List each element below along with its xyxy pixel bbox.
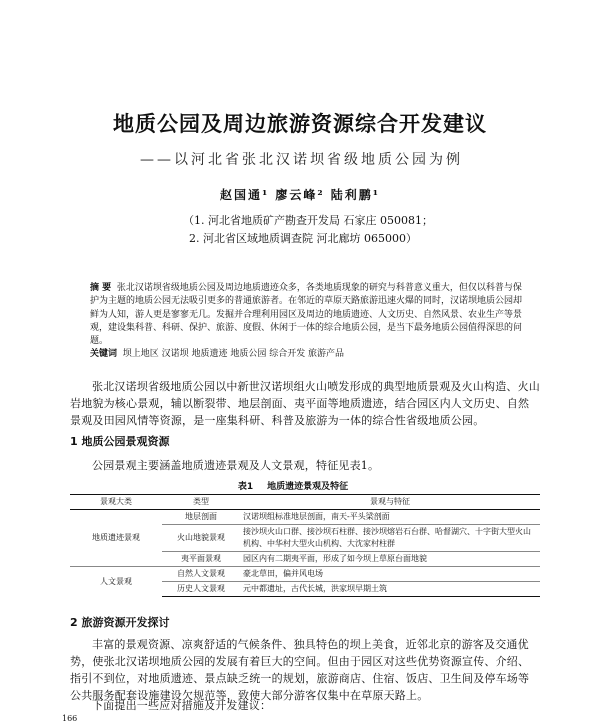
intro-text: 张北汉诺坝省级地质公园以中新世汉诺坝组火山喷发形成的典型地质景观及火山构造、火山岩地貌为核心景观，辅以断裂带、地层剖面、夷平面等地质遗迹，结合园区内人文历史、自然景观及田园风情等资源，是一座集科研、科普及旅游为一体的综合性省级地质公园。 xyxy=(70,380,540,427)
table-cell-type: 地层剖面 xyxy=(162,510,240,525)
table-row xyxy=(70,567,540,582)
affiliation-2: 2. 河北省区域地质调查院 河北廊坊 065000） xyxy=(189,232,417,245)
table-cell-type: 火山地貌景观 xyxy=(162,525,240,552)
section-2-heading: 2 旅游资源开发探讨 xyxy=(70,616,170,629)
table-cell-type: 夷平面景观 xyxy=(162,552,240,567)
table-title: 地质遗迹景观及特征 xyxy=(267,482,349,492)
affiliations xyxy=(183,212,433,248)
section-2-next-line: 下面提出一些应对措施及开发建议： xyxy=(92,699,272,712)
table-header: 景观大类 xyxy=(70,495,162,510)
table-row xyxy=(70,510,540,525)
table-cell-feature: 接沙坝火山口群、接沙坝石柱群、接沙坝熔岩石台群、哈督湖穴、十字街大型火山机构、中华村大型火山机构、大沈家村柱群 xyxy=(240,525,540,552)
keywords-text: 坝上地区 汉诺坝 地质遗迹 地质公园 综合开发 旅游产品 xyxy=(122,349,345,360)
abstract-block xyxy=(90,282,522,362)
table-cell-feature: 元中都遗址，古代长城，洪家坝早期土筑 xyxy=(240,582,540,597)
section-2-text: 丰富的景观资源、凉爽舒适的气候条件、独具特色的坝上美食，近邻北京的游客及交通优势，使张北汉诺坝地质公园的发展有着巨大的空间。但由于园区对这些优势资源宣传、介绍、指引不到位，对地质遗迹、景点缺乏统一的规划，旅游商店、住宿、饭店、卫生间及停车场等公共服务配套设施建设欠规范等，致使大部分游客仅集中在草原天路上。 xyxy=(70,638,530,702)
table-cell-feature: 汉诺坝组标准地层剖面，南天-平头梁剖面 xyxy=(240,510,540,525)
page-number: 166 xyxy=(62,714,78,723)
table-header-row xyxy=(70,495,540,510)
table-caption xyxy=(0,479,600,492)
landscape-table xyxy=(70,494,540,597)
table-cell-feature: 豪北草田，偏并风电场 xyxy=(240,567,540,582)
abstract-paragraph xyxy=(90,282,522,348)
section-2-paragraph xyxy=(70,636,540,704)
section-1-paragraph: 公园景观主要涵盖地质遗迹景观及人文景观，特征见表1。 xyxy=(92,459,380,472)
paper-subtitle: ——以河北省张北汉诺坝省级地质公园为例 xyxy=(140,152,463,168)
table-cell-type: 历史人文景观 xyxy=(162,582,240,597)
table-cell-type: 自然人文景观 xyxy=(162,567,240,582)
table-cell-category: 地质遗迹景观 xyxy=(70,510,162,567)
keywords-label: 关键词 xyxy=(90,349,118,360)
author-list: 赵国通¹ 廖云峰² 陆利鹏¹ xyxy=(219,188,381,202)
abstract-label: 摘 要 xyxy=(90,283,112,293)
table-header: 景观与特征 xyxy=(240,495,540,510)
paper-title: 地质公园及周边旅游资源综合开发建议 xyxy=(113,112,487,136)
abstract-text: 张北汉诺坝省级地质公园及周边地质遗迹众多，各类地质现象的研究与科普意义重大，但仅以科普与保护为主题的地质公园无法吸引更多的普通旅游者。在邻近的草原天路旅游迅速火爆的同时，汉诺坝地质公园却鲜为人知，游人更是寥寥无几。发掘并合理利用园区及周边的地质遗迹、人文历史、自然风景、农业生产等景观，建设集科普、科研、保护、旅游、度假、休闲于一体的综合地质公园，是当下最务地质公园值得深思的问题。 xyxy=(90,283,523,347)
keywords-line xyxy=(90,348,522,361)
section-1-heading: 1 地质公园景观资源 xyxy=(70,435,170,448)
affiliation-1: （1. 河北省地质矿产勘查开发局 石家庄 050081； xyxy=(183,214,433,227)
table-cell-feature: 园区内有二期夷平面，形成了如今坝上草原台面地貌 xyxy=(240,552,540,567)
intro-paragraph xyxy=(70,378,540,429)
table-cell-category: 人文景观 xyxy=(70,567,162,597)
table-header: 类型 xyxy=(162,495,240,510)
table-number: 表1 xyxy=(237,482,254,492)
